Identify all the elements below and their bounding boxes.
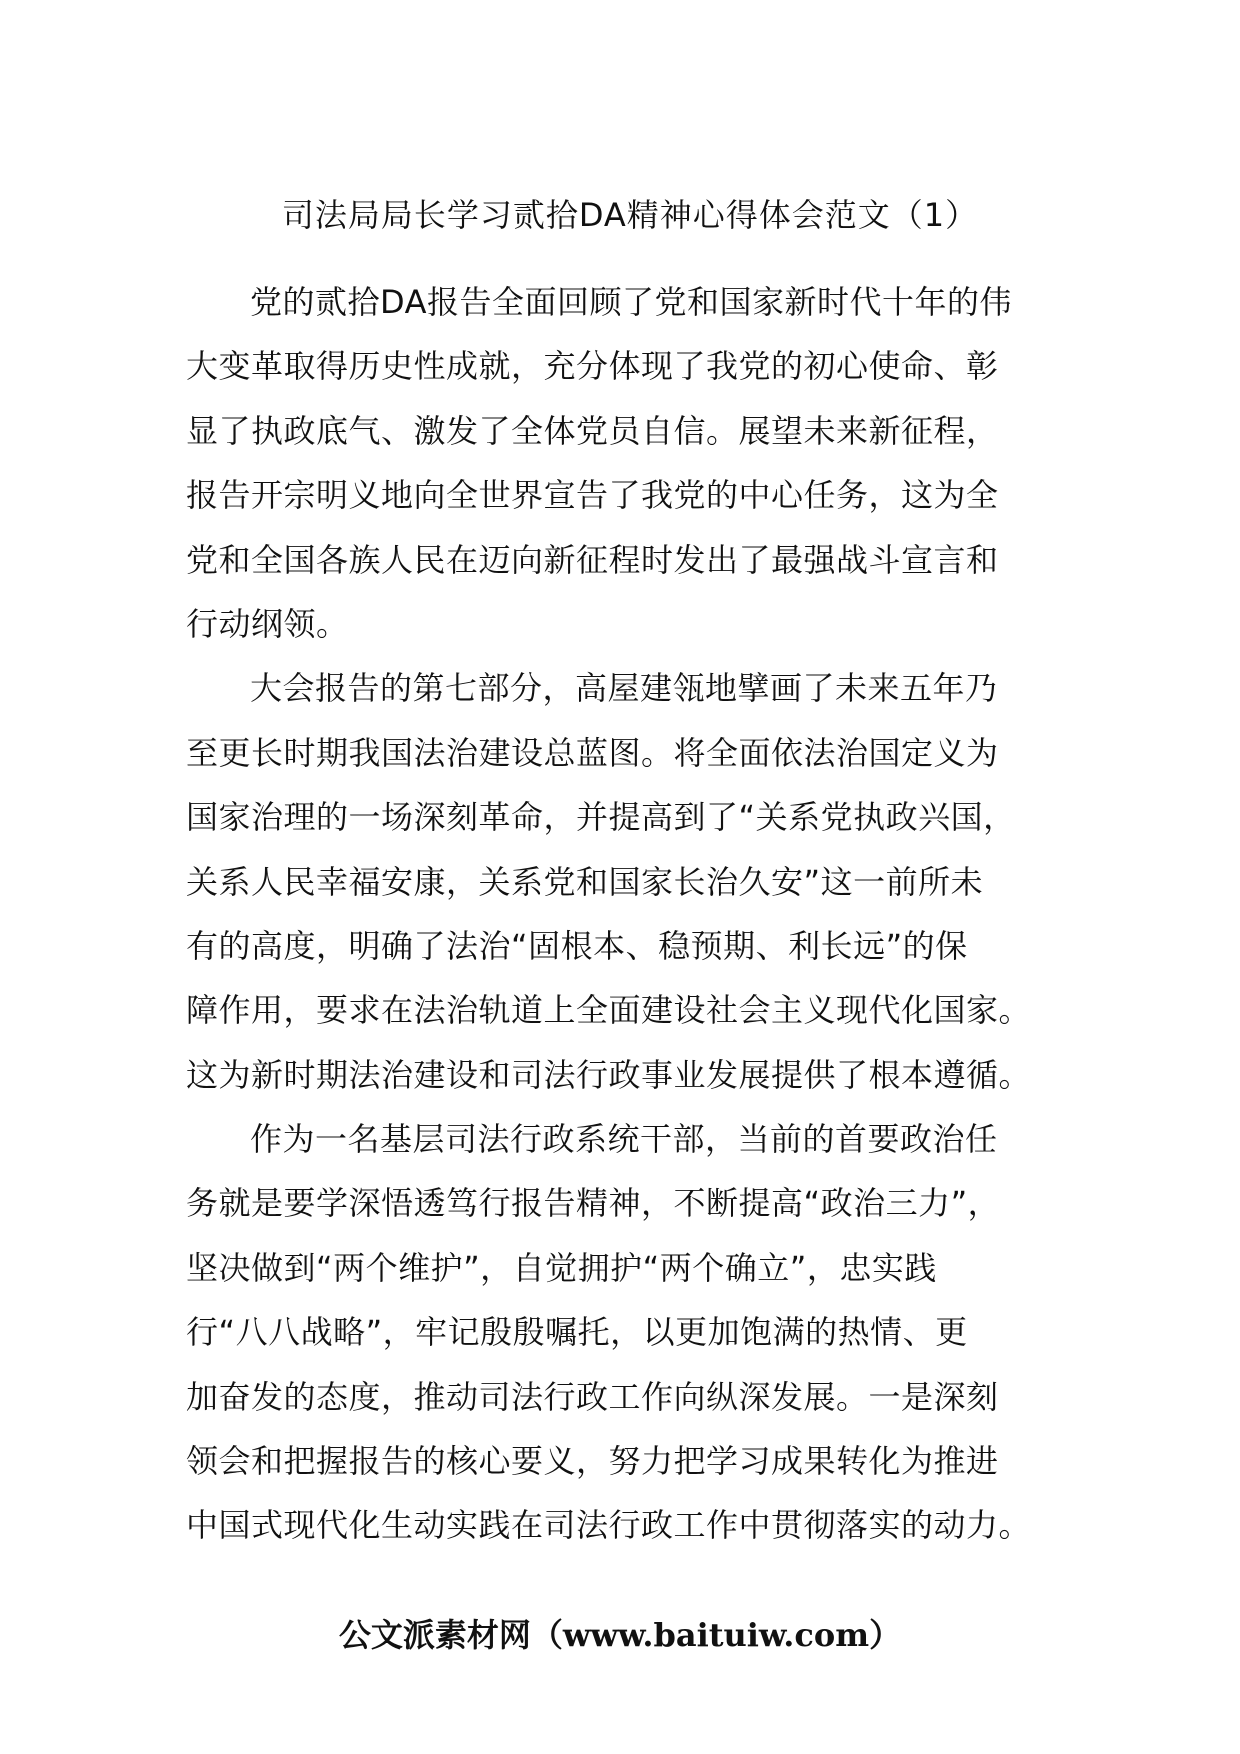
paragraph-3-line-4: 行“八八战略”，牢记殷殷嘱托，以更加饱满的热情、更 xyxy=(186,1313,968,1352)
paragraph-3-line-7: 中国式现代化生动实践在司法行政工作中贯彻落实的动力。 xyxy=(186,1506,1032,1545)
document-title: 司法局局长学习贰拾DA精神心得体会范文（1） xyxy=(281,196,979,234)
paragraph-3-line-2: 务就是要学深悟透笃行报告精神，不断提高“政治三力”， xyxy=(186,1184,1001,1223)
paragraph-1-line-6: 行动纲领。 xyxy=(186,604,349,643)
paragraph-2-line-3: 国家治理的一场深刻革命，并提高到了“关系党执政兴国， xyxy=(186,798,1016,837)
paragraph-2-line-2: 至更长时期我国法治建设总蓝图。将全面依法治国定义为 xyxy=(186,733,999,772)
paragraph-2-line-5: 有的高度，明确了法治“固根本、稳预期、利长远”的保 xyxy=(186,926,968,965)
paragraph-2-line-4: 关系人民幸福安康，关系党和国家长治久安”这一前所未 xyxy=(186,862,984,901)
paragraph-2-line-7: 这为新时期法治建设和司法行政事业发展提供了根本遵循。 xyxy=(186,1055,1032,1094)
paragraph-3-line-1: 作为一名基层司法行政系统干部，当前的首要政治任 xyxy=(250,1120,998,1159)
paragraph-2-line-1: 大会报告的第七部分，高屋建瓴地擘画了未来五年乃 xyxy=(250,669,998,708)
paragraph-3-line-6: 领会和把握报告的核心要义，努力把学习成果转化为推进 xyxy=(186,1442,999,1481)
paragraph-2-line-6: 障作用，要求在法治轨道上全面建设社会主义现代化国家。 xyxy=(186,991,1032,1030)
paragraph-1-line-4: 报告开宗明义地向全世界宣告了我党的中心任务，这为全 xyxy=(186,476,999,515)
paragraph-1-line-1: 党的贰拾DA报告全面回顾了党和国家新时代十年的伟 xyxy=(250,283,1012,321)
paragraph-1-line-2: 大变革取得历史性成就，充分体现了我党的初心使命、彰 xyxy=(186,347,999,386)
footer-source: 公文派素材网（www.baituiw.com） xyxy=(338,1616,902,1654)
paragraph-1-line-3: 显了执政底气、激发了全体党员自信。展望未来新征程， xyxy=(186,411,999,450)
document-body xyxy=(186,270,1066,1558)
paragraph-1-line-5: 党和全国各族人民在迈向新征程时发出了最强战斗宣言和 xyxy=(186,540,999,579)
paragraph-3-line-5: 加奋发的态度，推动司法行政工作向纵深发展。一是深刻 xyxy=(186,1377,999,1416)
paragraph-3-line-3: 坚决做到“两个维护”，自觉拥护“两个确立”，忠实践 xyxy=(186,1248,937,1287)
